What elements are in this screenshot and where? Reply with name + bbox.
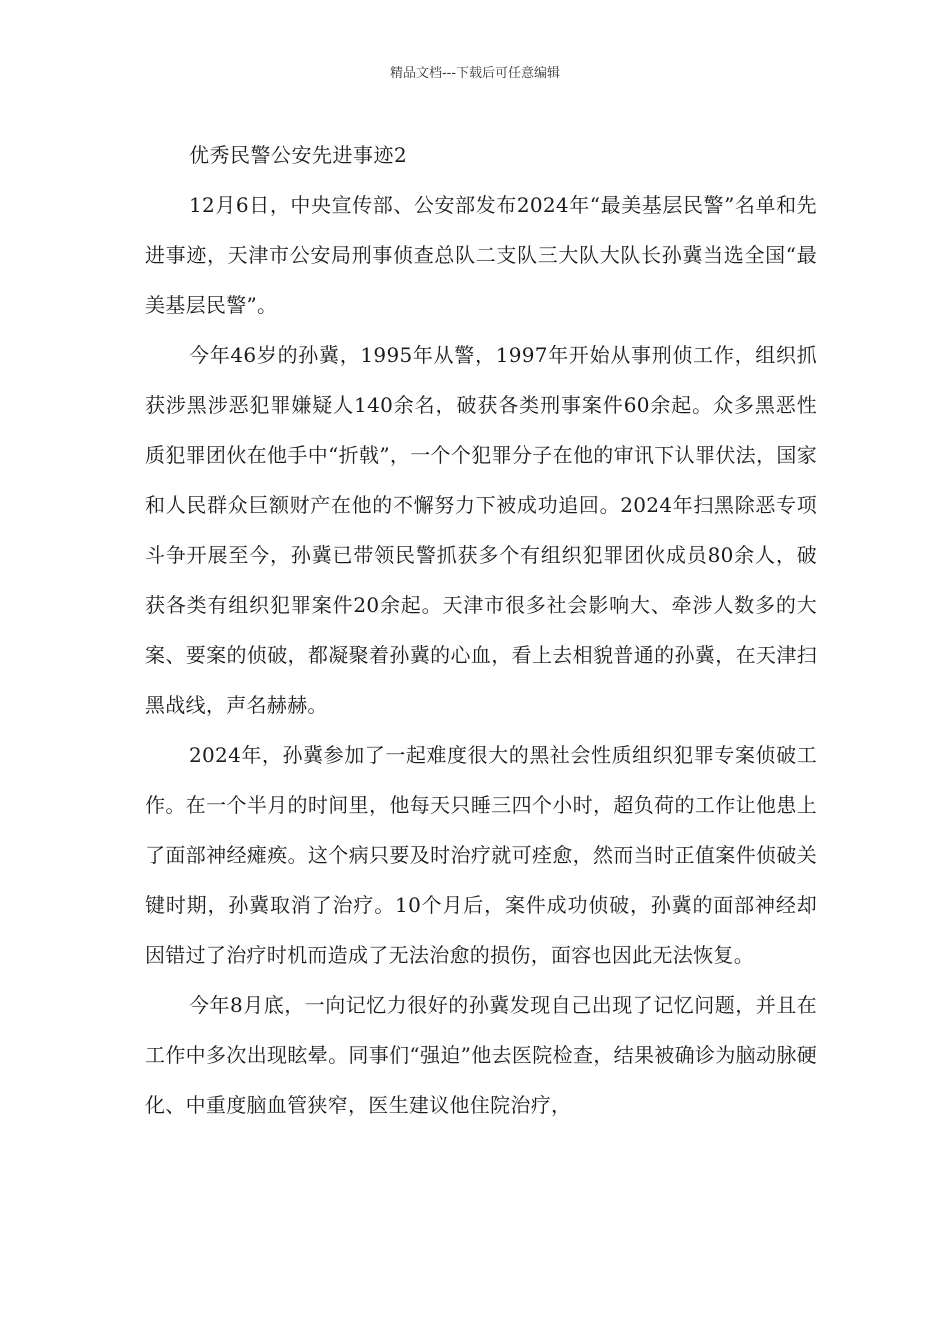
- paragraph-3: 2024年，孙冀参加了一起难度很大的黑社会性质组织犯罪专案侦破工作。在一个半月的时间里，他每天只睡三四个小时，超负荷的工作让他患上了面部神经瘫痪。这个病只要及时治疗就可痊愈，然而当时正值案件侦破关键时期，孙冀取消了治疗。10个月后，案件成功侦破，孙冀的面部神经却因错过了治疗时机而造成了无法治愈的损伤，面容也因此无法恢复。: [145, 743, 817, 967]
- paragraph-4: 今年8月底，一向记忆力很好的孙冀发现自己出现了记忆问题，并且在工作中多次出现眩晕。同事们“强迫”他去医院检查，结果被确诊为脑动脉硬化、中重度脑血管狭窄，医生建议他住院治疗，: [145, 993, 817, 1117]
- document-body: [145, 130, 817, 1130]
- paragraph-2: 今年46岁的孙冀，1995年从警，1997年开始从事刑侦工作，组织抓获涉黑涉恶犯罪嫌疑人140余名，破获各类刑事案件60余起。众多黑恶性质犯罪团伙在他手中“折戟”，一个个犯罪分子在他的审讯下认罪伏法，国家和人民群众巨额财产在他的不懈努力下被成功追回。2024年扫黑除恶专项斗争开展至今，孙冀已带领民警抓获多个有组织犯罪团伙成员80余人，破获各类有组织犯罪案件20余起。天津市很多社会影响大、牵涉人数多的大案、要案的侦破，都凝聚着孙冀的心血，看上去相貌普通的孙冀，在天津扫黑战线，声名赫赫。: [145, 343, 817, 717]
- document-title: 优秀民警公安先进事迹2: [189, 143, 408, 167]
- paragraph-1: 12月6日，中央宣传部、公安部发布2024年“最美基层民警”名单和先进事迹，天津市公安局刑事侦查总队二支队三大队大队长孙冀当选全国“最美基层民警”。: [145, 193, 817, 317]
- page-header: 精品文档---下载后可任意编辑: [389, 66, 561, 81]
